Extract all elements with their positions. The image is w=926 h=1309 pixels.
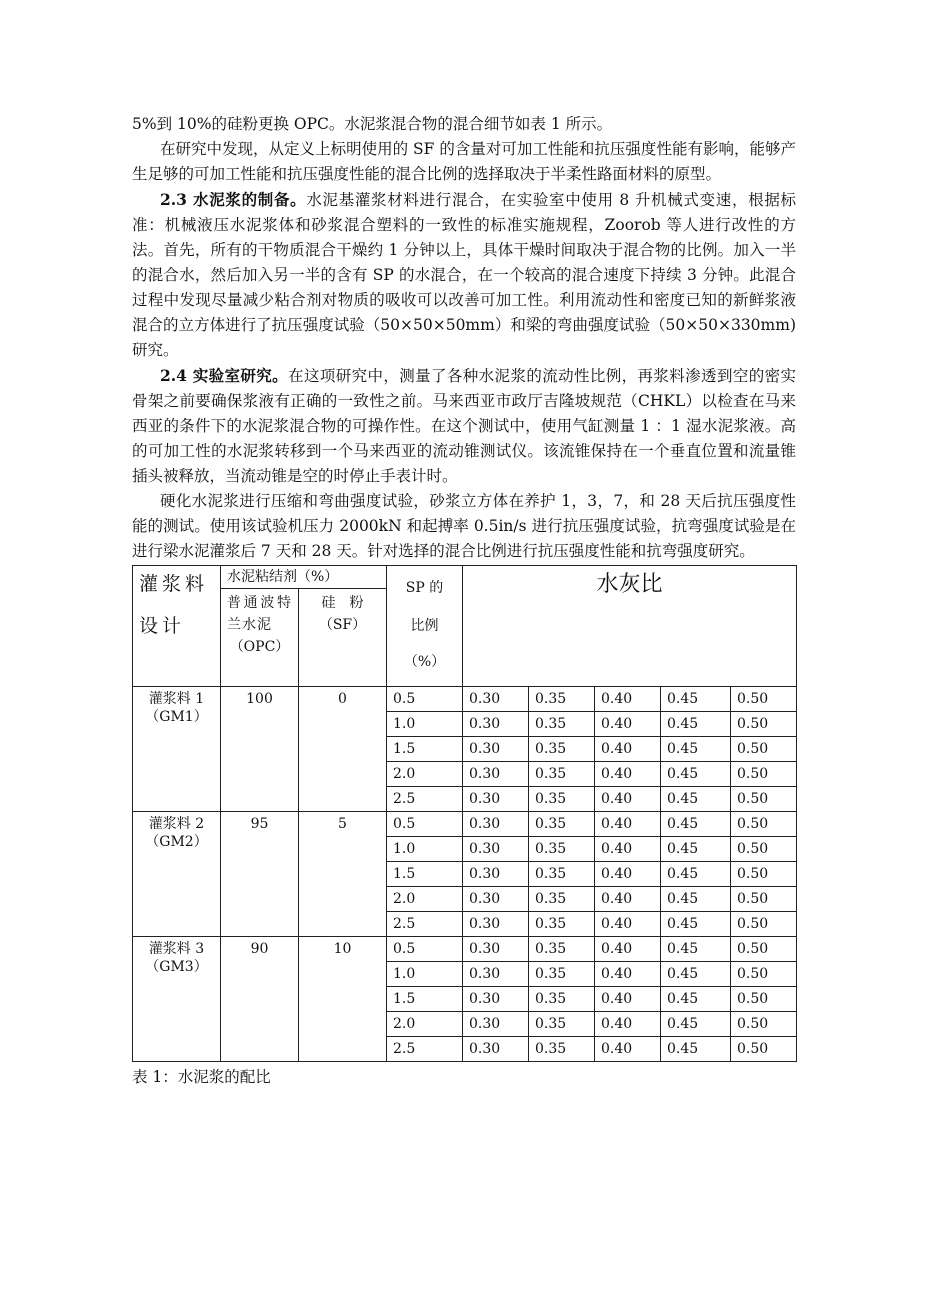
wc-value-cell: 0.35: [529, 712, 595, 737]
grout-name: 灌浆料 2: [148, 816, 205, 832]
wc-value-cell: 0.50: [731, 712, 797, 737]
wc-value-cell: 0.35: [529, 912, 595, 937]
wc-value-cell: 0.40: [595, 937, 661, 962]
opc-percent-cell: 90: [221, 937, 299, 1062]
wc-value-cell: 0.35: [529, 787, 595, 812]
header-sp-ratio: [387, 566, 463, 687]
wc-value-cell: 0.45: [661, 1037, 731, 1062]
wc-value-cell: 0.40: [595, 912, 661, 937]
mix-proportion-table: [132, 565, 797, 1062]
sp-value-cell: 2.0: [387, 762, 463, 787]
wc-value-cell: 0.50: [731, 737, 797, 762]
header-sf-abbr: （SF）: [318, 617, 367, 633]
wc-value-cell: 0.35: [529, 862, 595, 887]
header-binder: 水泥粘结剂（%）: [221, 566, 387, 589]
wc-value-cell: 0.35: [529, 1012, 595, 1037]
sp-value-cell: 2.0: [387, 1012, 463, 1037]
wc-value-cell: 0.30: [463, 812, 529, 837]
wc-value-cell: 0.35: [529, 737, 595, 762]
header-design-line1: 灌浆料: [139, 573, 209, 595]
sp-value-cell: 1.0: [387, 712, 463, 737]
sp-value-cell: 1.0: [387, 837, 463, 862]
wc-value-cell: 0.30: [463, 837, 529, 862]
paragraph-sf-content: 在研究中发现，从定义上标明使用的 SF 的含量对可加工性能和抗压强度性能有影响，能够产生足够的可加工性能和抗压强度性能的混合比例的选择取决于半柔性路面材料的原型。: [132, 140, 796, 183]
wc-value-cell: 0.35: [529, 1037, 595, 1062]
wc-value-cell: 0.50: [731, 812, 797, 837]
wc-value-cell: 0.35: [529, 687, 595, 712]
wc-value-cell: 0.45: [661, 862, 731, 887]
wc-value-cell: 0.35: [529, 962, 595, 987]
wc-value-cell: 0.50: [731, 837, 797, 862]
wc-value-cell: 0.40: [595, 712, 661, 737]
wc-value-cell: 0.50: [731, 687, 797, 712]
sp-value-cell: 2.5: [387, 1037, 463, 1062]
header-opc: [221, 589, 299, 687]
grout-code: （GM1）: [145, 709, 208, 725]
wc-value-cell: 0.40: [595, 962, 661, 987]
wc-value-cell: 0.45: [661, 812, 731, 837]
wc-value-cell: 0.45: [661, 1012, 731, 1037]
grout-name-cell: [133, 812, 221, 937]
sp-value-cell: 2.5: [387, 787, 463, 812]
wc-value-cell: 0.45: [661, 712, 731, 737]
sp-value-cell: 1.5: [387, 737, 463, 762]
table-header-row-1: [133, 566, 797, 589]
sp-value-cell: 0.5: [387, 812, 463, 837]
wc-value-cell: 0.35: [529, 887, 595, 912]
table-row: [133, 687, 797, 712]
table-caption: 表 1：水泥浆的配比: [132, 1068, 271, 1086]
wc-value-cell: 0.35: [529, 812, 595, 837]
wc-value-cell: 0.40: [595, 812, 661, 837]
header-sf-label: 硅 粉: [321, 595, 364, 611]
wc-value-cell: 0.40: [595, 837, 661, 862]
wc-value-cell: 0.50: [731, 962, 797, 987]
wc-value-cell: 0.35: [529, 937, 595, 962]
wc-value-cell: 0.50: [731, 937, 797, 962]
wc-value-cell: 0.45: [661, 837, 731, 862]
wc-value-cell: 0.50: [731, 912, 797, 937]
wc-value-cell: 0.40: [595, 987, 661, 1012]
wc-value-cell: 0.45: [661, 787, 731, 812]
wc-value-cell: 0.40: [595, 1037, 661, 1062]
sf-percent-cell: 10: [299, 937, 387, 1062]
sp-value-cell: 1.0: [387, 962, 463, 987]
header-sf: [299, 589, 387, 687]
wc-value-cell: 0.50: [731, 1037, 797, 1062]
header-design-line2: 设计: [139, 615, 186, 637]
header-opc-abbr: （OPC）: [229, 639, 290, 655]
grout-name: 灌浆料 1: [148, 691, 205, 707]
wc-value-cell: 0.40: [595, 737, 661, 762]
sp-value-cell: 2.0: [387, 887, 463, 912]
grout-code: （GM3）: [145, 959, 208, 975]
sp-value-cell: 0.5: [387, 937, 463, 962]
wc-value-cell: 0.30: [463, 912, 529, 937]
header-grout-design: [133, 566, 221, 687]
header-sp-line3: （%）: [403, 654, 446, 670]
wc-value-cell: 0.40: [595, 862, 661, 887]
wc-value-cell: 0.30: [463, 762, 529, 787]
section-heading-2-4: 2.4 实验室研究。: [160, 366, 289, 385]
wc-value-cell: 0.30: [463, 937, 529, 962]
opc-percent-cell: 100: [221, 687, 299, 812]
wc-value-cell: 0.30: [463, 1012, 529, 1037]
wc-value-cell: 0.40: [595, 787, 661, 812]
wc-value-cell: 0.30: [463, 1037, 529, 1062]
wc-value-cell: 0.45: [661, 887, 731, 912]
wc-value-cell: 0.30: [463, 712, 529, 737]
wc-value-cell: 0.35: [529, 837, 595, 862]
wc-value-cell: 0.45: [661, 737, 731, 762]
wc-value-cell: 0.40: [595, 687, 661, 712]
sp-value-cell: 0.5: [387, 687, 463, 712]
wc-value-cell: 0.35: [529, 987, 595, 1012]
table-row: [133, 937, 797, 962]
section-body-2-3: 水泥基灌浆材料进行混合，在实验室中使用 8 升机械式变速，根据标准：机械液压水泥浆体和砂浆混合塑料的一致性的标准实施规程，Zoorob 等人进行改性的方法。首先，所有的干物质混合干燥约 1 分钟以上，具体干燥时间取决于混合物的比例。加入一半的混合水，然后加入另一半的含有 SP 的水混合，在一个较高的混合速度下持续 3 分钟。此混合过程中发现尽量减少粘合剂对物质的吸收可以改善可加工性。利用流动性和密度已知的新鲜浆液混合的立方体进行了抗压强度试验（50×50×50mm）和梁的弯曲强度试验（50×50×330mm)研究。: [132, 191, 796, 359]
wc-value-cell: 0.50: [731, 987, 797, 1012]
sp-value-cell: 1.5: [387, 987, 463, 1012]
grout-name: 灌浆料 3: [148, 941, 205, 957]
wc-value-cell: 0.30: [463, 887, 529, 912]
wc-value-cell: 0.50: [731, 762, 797, 787]
grout-name-cell: [133, 937, 221, 1062]
document-page: [132, 112, 796, 1088]
wc-value-cell: 0.50: [731, 862, 797, 887]
wc-value-cell: 0.45: [661, 762, 731, 787]
wc-value-cell: 0.30: [463, 987, 529, 1012]
header-sp-line2: 比例: [410, 618, 439, 634]
grout-name-cell: [133, 687, 221, 812]
wc-value-cell: 0.45: [661, 687, 731, 712]
wc-value-cell: 0.40: [595, 1012, 661, 1037]
sp-value-cell: 2.5: [387, 912, 463, 937]
wc-value-cell: 0.45: [661, 912, 731, 937]
header-sp-line1: SP 的: [405, 580, 444, 596]
header-opc-label: 普通波特兰水泥: [227, 595, 292, 633]
wc-value-cell: 0.40: [595, 762, 661, 787]
sf-percent-cell: 0: [299, 687, 387, 812]
section-body-2-4: 在这项研究中，测量了各种水泥浆的流动性比例，再浆料渗透到空的密实骨架之前要确保浆液有正确的一致性之前。马来西亚市政厅吉隆坡规范（CHKL）以检查在马来西亚的条件下的水泥浆混合物的可操作性。在这个测试中，使用气缸测量 1 ：1 湿水泥浆液。高的可加工性的水泥浆转移到一个马来西亚的流动锥测试仪。该流锥保持在一个垂直位置和流量锥插头被释放，当流动锥是空的时停止手表计时。: [132, 367, 796, 485]
wc-value-cell: 0.45: [661, 937, 731, 962]
wc-value-cell: 0.30: [463, 962, 529, 987]
header-water-cement-ratio: 水灰比: [463, 566, 797, 687]
wc-value-cell: 0.40: [595, 887, 661, 912]
opc-percent-cell: 95: [221, 812, 299, 937]
sf-percent-cell: 5: [299, 812, 387, 937]
wc-value-cell: 0.45: [661, 987, 731, 1012]
wc-value-cell: 0.30: [463, 737, 529, 762]
section-heading-2-3: 2.3 水泥浆的制备。: [160, 190, 307, 209]
grout-code: （GM2）: [145, 834, 208, 850]
wc-value-cell: 0.30: [463, 787, 529, 812]
wc-value-cell: 0.50: [731, 1012, 797, 1037]
wc-value-cell: 0.45: [661, 962, 731, 987]
paragraph-strength-test: 硬化水泥浆进行压缩和弯曲强度试验，砂浆立方体在养护 1，3，7，和 28 天后抗压强度性能的测试。使用该试验机压力 2000kN 和起搏率 0.5in/s 进行抗压强度试验，抗弯强度试验是在进行梁水泥灌浆后 7 天和 28 天。针对选择的混合比例进行抗压强度性能和抗弯强度研究。: [132, 492, 796, 560]
paragraph-section-2-4: [132, 363, 796, 489]
paragraph-intro: 5%到 10%的硅粉更换 OPC。水泥浆混合物的混合细节如表 1 所示。: [132, 115, 613, 133]
wc-value-cell: 0.35: [529, 762, 595, 787]
wc-value-cell: 0.50: [731, 887, 797, 912]
sp-value-cell: 1.5: [387, 862, 463, 887]
paragraph-section-2-3: [132, 187, 796, 363]
wc-value-cell: 0.30: [463, 687, 529, 712]
wc-value-cell: 0.30: [463, 862, 529, 887]
wc-value-cell: 0.50: [731, 787, 797, 812]
table-row: [133, 812, 797, 837]
